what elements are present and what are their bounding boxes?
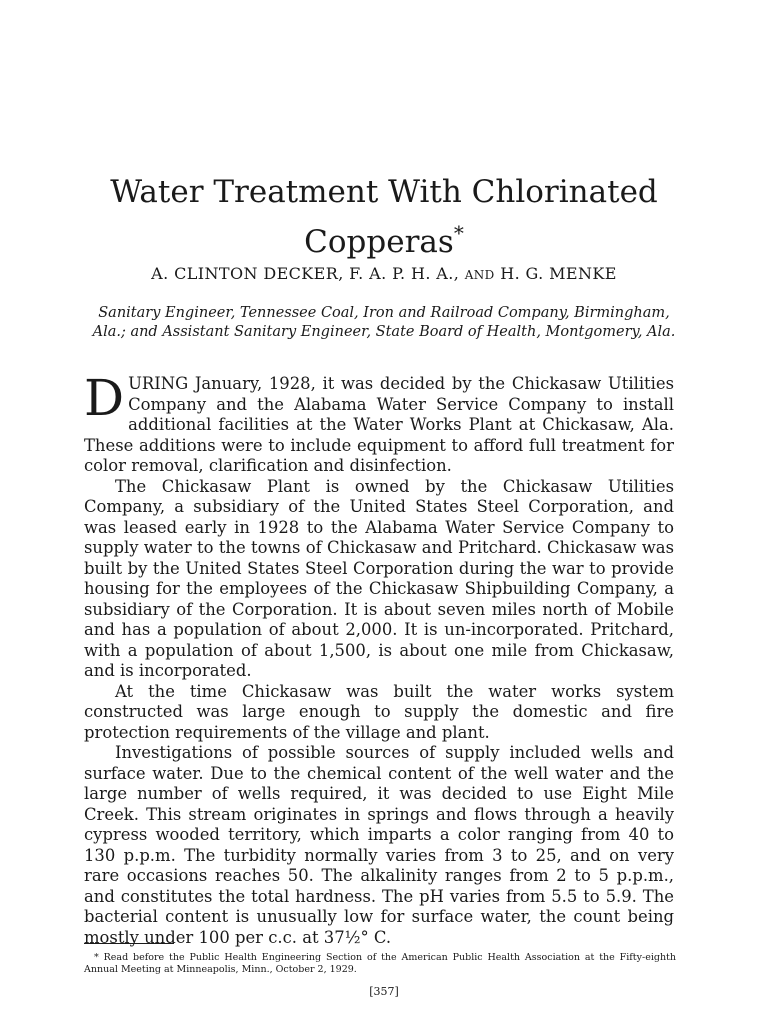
footnote bbox=[84, 952, 676, 976]
footnote-divider bbox=[84, 943, 174, 944]
page-number: [357] bbox=[369, 985, 399, 998]
title-line-2 bbox=[0, 213, 768, 263]
author-conjunction: AND bbox=[464, 268, 495, 282]
paragraph-1-text: URING January, 1928, it was decided by the Chickasaw Utilities Company and the Alabama Water Service Company to install additional facilities at the Water Works Plant at Chickasaw, Ala. These additions were to include equipment to afford full treatment for color removal, clarification and disinfection. bbox=[84, 374, 674, 475]
article-title bbox=[0, 172, 768, 263]
title-footnote-mark: * bbox=[453, 221, 464, 245]
paragraph-3: At the time Chickasaw was built the water works system constructed was large enough to supply the domestic and fire protection requirements of the village and plant. bbox=[84, 681, 674, 742]
paragraph-1 bbox=[84, 369, 674, 477]
title-line-2-text: Copperas bbox=[304, 224, 454, 260]
title-line-1: Water Treatment With Chlorinated bbox=[110, 174, 658, 210]
footnote-text: * Read before the Public Health Engineering Section of the American Public Health Association at the Fifty-eighth Annual Meeting at Minneapolis, Minn., October 2, 1929. bbox=[84, 952, 676, 975]
drop-cap: D bbox=[84, 369, 125, 427]
paragraph-4: Investigations of possible sources of supply included wells and surface water. Due to the chemical content of the well water and the large number of wells required, it was decided to use Eight Mile Creek. This stream originates in springs and flows through a heavily cypress wooded territory, which imparts a color ranging from 40 to 130 p.p.m. The turbidity normally varies from 3 to 25, and on very rare occasions reaches 50. The alkalinity ranges from 2 to 5 p.p.m., and constitutes the total hardness. The pH varies from 5.5 to 5.9. The bacterial content is unusually low for surface water, the count being mostly under 100 per c.c. at 37½° C. bbox=[84, 743, 674, 947]
author-menke: H. G. MENKE bbox=[500, 264, 617, 283]
article-body bbox=[84, 369, 674, 948]
author-decker: A. CLINTON DECKER, F. A. P. H. A., bbox=[151, 264, 460, 283]
author-affiliation: Sanitary Engineer, Tennessee Coal, Iron and Railroad Company, Birmingham, Ala.; and Assistant Sanitary Engineer, State Board of Health, Montgomery, Ala. bbox=[92, 305, 676, 340]
author-line bbox=[0, 264, 768, 283]
paragraph-2: The Chickasaw Plant is owned by the Chickasaw Utilities Company, a subsidiary of the United States Steel Corporation, and was leased early in 1928 to the Alabama Water Service Company to supply water to the towns of Chickasaw and Pritchard. Chickasaw was built by the United States Steel Corporation during the war to provide housing for the employees of the Chickasaw Shipbuilding Company, a subsidiary of the Corporation. It is about seven miles north of Mobile and has a population of about 2,000. It is un-incorporated. Pritchard, with a population of about 1,500, is about one mile from Chickasaw, and is incorporated. bbox=[84, 476, 674, 680]
